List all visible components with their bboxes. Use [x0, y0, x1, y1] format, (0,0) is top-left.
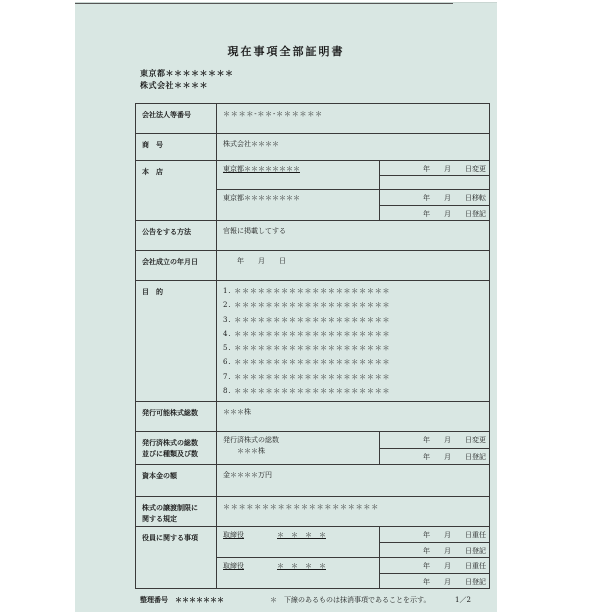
purpose-list — [217, 281, 489, 401]
officer-entry — [217, 557, 489, 588]
head-office-move-date: 年 月 日移転 — [423, 194, 486, 202]
label-transfer-restriction — [136, 497, 216, 524]
row-purpose — [136, 281, 490, 402]
document-title: 現在事項全部証明書 — [227, 45, 345, 58]
value-transfer-restriction: ＊＊＊＊＊＊＊＊＊＊＊＊＊＊＊＊＊＊＊＊ — [223, 503, 379, 512]
officer-role: 取締役 — [223, 562, 244, 571]
date-column — [379, 558, 489, 588]
purpose-item: 3. ＊＊＊＊＊＊＊＊＊＊＊＊＊＊＊＊＊＊＊＊ — [223, 315, 391, 324]
reference-number: 整理番号 ＊＊＊＊＊＊＊ — [140, 595, 224, 604]
row-established — [136, 251, 490, 281]
value-public-notice: 官報に掲載してする — [223, 227, 286, 235]
value-corp-number: ＊＊＊＊-＊＊-＊＊＊＊＊＊ — [223, 110, 323, 118]
company-name: 株式会社＊＊＊＊ — [140, 80, 208, 90]
head-office-entry — [217, 189, 489, 220]
purpose-item: 8. ＊＊＊＊＊＊＊＊＊＊＊＊＊＊＊＊＊＊＊＊ — [223, 387, 391, 396]
company-address: 東京都＊＊＊＊＊＊＊＊ — [140, 68, 234, 78]
purpose-item: 1. ＊＊＊＊＊＊＊＊＊＊＊＊＊＊＊＊＊＊＊＊ — [223, 287, 391, 295]
row-transfer-restriction — [136, 497, 490, 527]
date-column — [379, 161, 489, 189]
head-office-old-address: 東京都＊＊＊＊＊＊＊＊ — [223, 165, 300, 173]
footer-note: ＊ 下線のあるものは抹消事項であることを示す。 — [270, 596, 431, 604]
head-office-change-date: 年 月 日変更 — [423, 165, 486, 173]
officer-entry — [217, 527, 489, 557]
head-office-entry — [217, 161, 489, 189]
row-trade-name — [136, 134, 490, 161]
label-established: 会社成立の年月日 — [142, 257, 198, 266]
value-trade-name: 株式会社＊＊＊＊ — [223, 140, 279, 148]
row-corp-number — [136, 104, 490, 134]
purpose-item: 2. ＊＊＊＊＊＊＊＊＊＊＊＊＊＊＊＊＊＊＊＊ — [223, 301, 391, 310]
label-issued-shares — [136, 432, 216, 459]
row-capital — [136, 465, 490, 497]
purpose-item: 4. ＊＊＊＊＊＊＊＊＊＊＊＊＊＊＊＊＊＊＊＊ — [223, 329, 391, 338]
label-capital: 資本金の額 — [142, 471, 177, 481]
issued-shares-entry — [217, 432, 489, 464]
purpose-item: 7. ＊＊＊＊＊＊＊＊＊＊＊＊＊＊＊＊＊＊＊＊ — [223, 372, 391, 381]
label-issued-shares-line1: 発行済株式の総数 — [142, 438, 198, 448]
row-head-office — [136, 161, 490, 221]
officer-reappointment-date: 年 月 日重任 — [423, 562, 486, 571]
label-corp-number: 会社法人等番号 — [142, 110, 191, 119]
value-capital: 金＊＊＊＊万円 — [223, 471, 272, 480]
date-column — [379, 432, 489, 464]
officer-registration-date: 年 月 日登記 — [423, 547, 486, 556]
purpose-item: 6. ＊＊＊＊＊＊＊＊＊＊＊＊＊＊＊＊＊＊＊＊ — [223, 358, 391, 367]
value-established: 年 月 日 — [237, 257, 286, 265]
officer-name: ＊ ＊ ＊ ＊ — [277, 531, 326, 540]
head-office-current-address: 東京都＊＊＊＊＊＊＊＊ — [223, 194, 300, 202]
head-office-registration-date: 年 月 日登記 — [423, 210, 486, 218]
value-issued-shares-line1: 発行済株式の総数 — [223, 436, 279, 445]
value-issued-shares-line2: ＊＊＊株 — [237, 447, 265, 456]
label-authorized-shares: 発行可能株式総数 — [142, 408, 198, 418]
date-column — [379, 190, 489, 220]
purpose-item: 5. ＊＊＊＊＊＊＊＊＊＊＊＊＊＊＊＊＊＊＊＊ — [223, 344, 391, 353]
label-issued-shares-line2: 並びに種類及び数 — [142, 449, 198, 459]
label-transfer-restriction-line2: 関する規定 — [142, 514, 177, 524]
officer-registration-date: 年 月 日登記 — [423, 578, 486, 587]
officer-role: 取締役 — [223, 531, 244, 540]
row-authorized-shares — [136, 402, 490, 432]
value-authorized-shares: ＊＊＊株 — [223, 408, 251, 417]
row-public-notice — [136, 221, 490, 251]
certificate-document — [75, 2, 497, 612]
top-border-line — [75, 3, 453, 4]
label-public-notice: 公告をする方法 — [142, 227, 191, 236]
row-issued-shares — [136, 432, 490, 465]
label-officers: 役員に関する事項 — [142, 533, 198, 543]
registry-table — [135, 103, 490, 589]
label-transfer-restriction-line1: 株式の譲渡制限に — [142, 503, 198, 513]
officer-reappointment-date: 年 月 日重任 — [423, 531, 486, 540]
page-number: 1／2 — [455, 596, 471, 604]
date-column — [379, 527, 489, 557]
label-head-office: 本 店 — [142, 167, 163, 176]
officer-name: ＊ ＊ ＊ ＊ — [277, 562, 326, 571]
row-officers — [136, 527, 490, 589]
issued-shares-registration-date: 年 月 日登記 — [423, 453, 486, 462]
label-purpose: 目 的 — [142, 287, 163, 296]
issued-shares-values — [223, 435, 279, 457]
issued-shares-change-date: 年 月 日変更 — [423, 436, 486, 445]
label-trade-name: 商 号 — [142, 140, 163, 149]
